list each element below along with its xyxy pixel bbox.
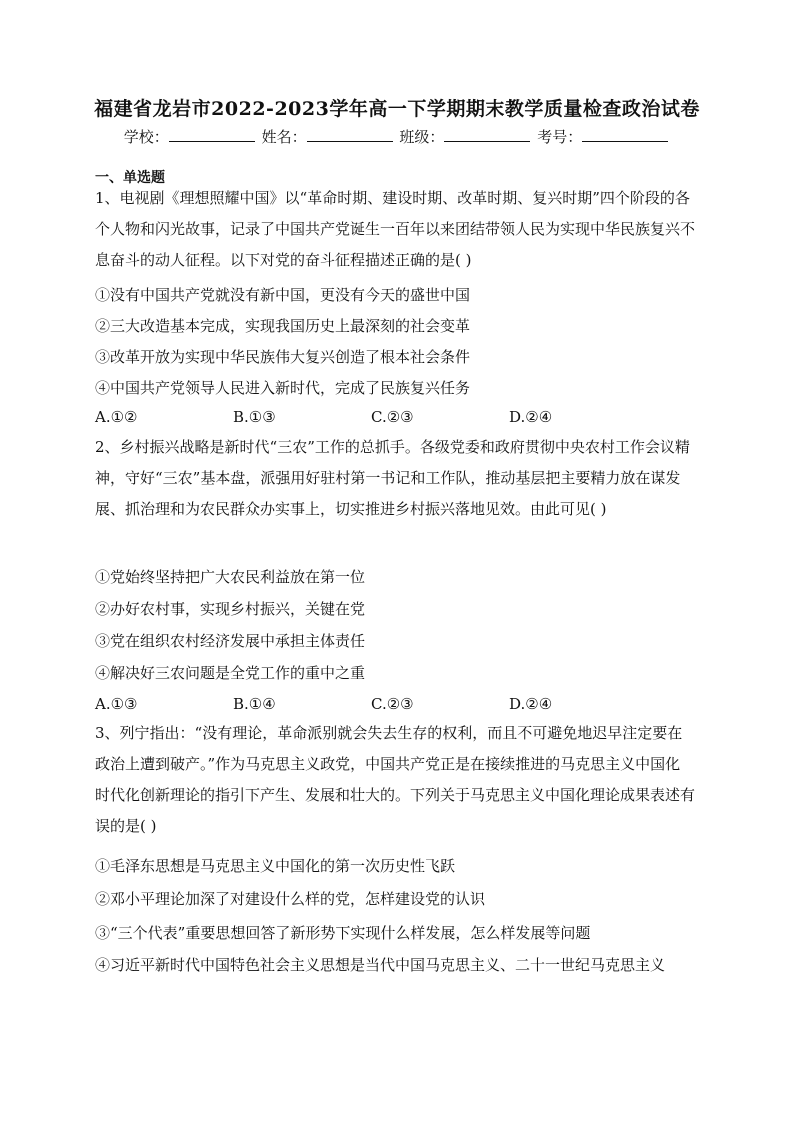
class-blank[interactable] <box>444 127 530 142</box>
question-3-option-3: ③“三个代表”重要思想回答了新形势下实现什么样发展，怎么样发展等问题 <box>95 924 591 942</box>
question-1-choice-b[interactable]: B.①③ <box>233 408 276 426</box>
page-title: 福建省龙岩市2022-2023学年高一下学期期末教学质量检查政治试卷 <box>94 98 700 120</box>
section-heading: 一、单选题 <box>95 170 165 186</box>
question-3-stem: 3、列宁指出：“没有理论，革命派别就会失去生存的权利，而且不可避免地迟早注定要在政治上遭到破产。”作为马克思主义政党，中国共产党正是在接续推进的马克思主义中国化时代化创新理论的指引下产生、发展和壮大的。下列关于马克思主义中国化理论成果表述有误的是( ) <box>95 724 696 835</box>
question-2-option-2: ②办好农村事，实现乡村振兴，关键在党 <box>95 600 366 618</box>
question-1-option-2: ②三大改造基本完成，实现我国历史上最深刻的社会变革 <box>95 317 471 335</box>
question-2-stem: 2、乡村振兴战略是新时代“三农”工作的总抓手。各级党委和政府贯彻中央农村工作会议精神，守好“三农”基本盘，派强用好驻村第一书记和工作队，推动基层把主要精力放在谋发展、抓治理和为农民群众办实事上，切实推进乡村振兴落地见效。由此可见( ) <box>95 438 690 518</box>
question-3-option-4: ④习近平新时代中国特色社会主义思想是当代中国马克思主义、二十一世纪马克思主义 <box>95 956 666 974</box>
question-2-option-3: ③党在组织农村经济发展中承担主体责任 <box>95 632 366 650</box>
question-3-option-2: ②邓小平理论加深了对建设什么样的党，怎样建设党的认识 <box>95 890 486 908</box>
question-2-choice-b[interactable]: B.①④ <box>233 695 276 713</box>
question-2-choice-a[interactable]: A.①③ <box>95 695 138 713</box>
question-1-option-4: ④中国共产党领导人民进入新时代，完成了民族复兴任务 <box>95 379 471 397</box>
question-1-option-1: ①没有中国共产党就没有新中国，更没有今天的盛世中国 <box>95 286 471 304</box>
question-1-choice-c[interactable]: C.②③ <box>371 408 414 426</box>
name-blank[interactable] <box>307 127 393 142</box>
question-1-choice-a[interactable]: A.①② <box>95 408 138 426</box>
question-2-option-4: ④解决好三农问题是全党工作的重中之重 <box>95 664 366 682</box>
question-1-stem: 1、电视剧《理想照耀中国》以“革命时期、建设时期、改革时期、复兴时期”四个阶段的各个人物和闪光故事，记录了中国共产党诞生一百年以来团结带领人民为实现中华民族复兴不息奋斗的动人征程。以下对党的奋斗征程描述正确的是( ) <box>95 189 696 269</box>
question-2-option-1: ①党始终坚持把广大农民利益放在第一位 <box>95 568 366 586</box>
question-1-option-3: ③改革开放为实现中华民族伟大复兴创造了根本社会条件 <box>95 348 471 366</box>
question-2-choice-c[interactable]: C.②③ <box>371 695 414 713</box>
class-label: 班级： <box>399 128 445 146</box>
exam-no-label: 考号： <box>537 128 583 146</box>
student-info-line <box>0 126 794 147</box>
school-label: 学校： <box>123 128 169 146</box>
exam-no-blank[interactable] <box>582 127 668 142</box>
question-3-option-1: ①毛泽东思想是马克思主义中国化的第一次历史性飞跃 <box>95 857 456 875</box>
school-blank[interactable] <box>169 127 255 142</box>
question-2-choice-d[interactable]: D.②④ <box>509 695 553 713</box>
question-1-choice-d[interactable]: D.②④ <box>509 408 553 426</box>
name-label: 姓名： <box>261 128 307 146</box>
